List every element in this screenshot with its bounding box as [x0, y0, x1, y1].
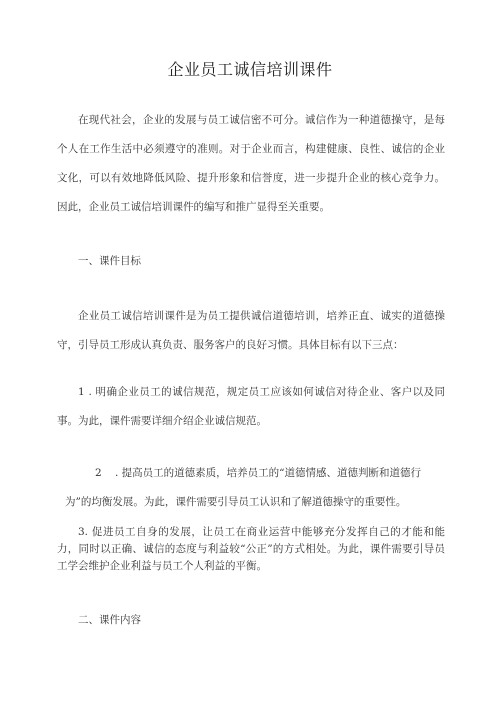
- document-title: 企业员工诚信培训课件: [167, 60, 333, 79]
- goal-item-1: 1 . 明确企业员工的诚信规范，规定员工应该如何诚信对待企业、客户以及同事。为此，课件需要详细介绍企业诚信规范。: [57, 386, 445, 427]
- goal-item-3: 3. 促进员工自身的发展，让员工在商业运营中能够充分发挥自己的才能和能力，同时以正确、诚信的态度与利益较“公正”的方式相处。为此，课件需要引导员工学会维护企业利益与员工个人利益的平衡。: [57, 526, 445, 572]
- goal-item-2-line-2: 为”的均衡发展。为此，课件需要引导员工认识和了解道德操守的重要性。: [65, 496, 407, 508]
- goal-item-2-number: 2: [95, 467, 102, 479]
- intro-paragraph: 在现代社会，企业的发展与员工诚信密不可分。诚信作为一种道德操守，是每个人在工作生活中必须遵守的准则。对于企业而言，构建健康、良性、诚信的企业文化，可以有效地降低风险、提升形象和信誉度，进一步提升企业的核心竞争力。因此，企业员工诚信培训课件的编写和推广显得至关重要。: [57, 114, 445, 213]
- goals-intro-paragraph: 企业员工诚信培训课件是为员工提供诚信道德培训，培养正直、诚实的道德操守，引导员工形成认真负责、服务客户的良好习惯。具体目标有以下三点：: [57, 310, 445, 351]
- section-heading-goals: 一、课件目标: [78, 255, 141, 267]
- section-heading-content: 二、课件内容: [78, 614, 141, 626]
- goal-item-2-text: . 提高员工的道德素质，培养员工的“道德情感、道德判断和道德行: [115, 467, 422, 479]
